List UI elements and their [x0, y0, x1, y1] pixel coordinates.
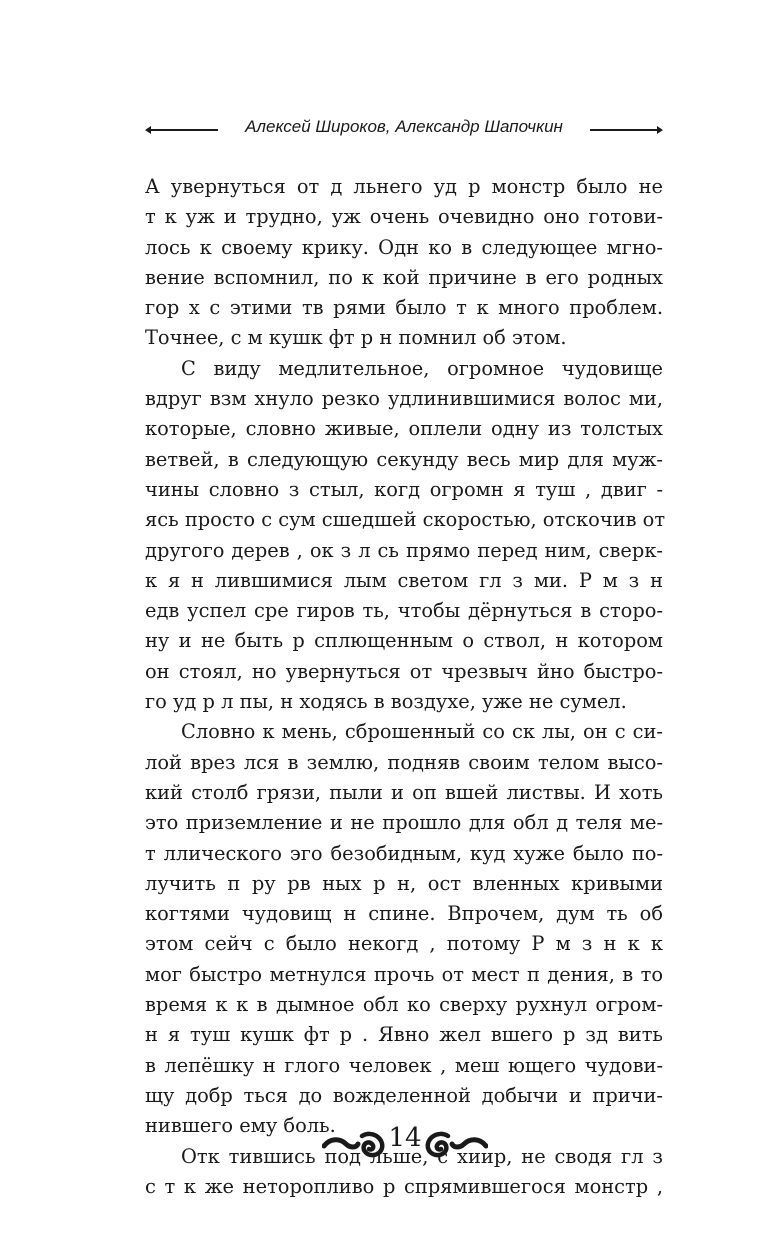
header-rule-right — [590, 129, 660, 131]
text-line: лучить п ру рв ных р н, ост вленных кривыми — [145, 871, 663, 895]
text-line: лось к своему крику. Одн ко в следующее мгно- — [145, 235, 663, 259]
text-line: когтями чудовищ н спине. Впрочем, дум ть об — [145, 902, 663, 926]
ornament-right-icon — [424, 1128, 488, 1158]
text-line: едв успел сре гиров ть, чтобы дёрнуться в сторо- — [145, 599, 663, 623]
text-line: ясь просто с сум сшедшей скоростью, отскочив от — [145, 508, 666, 532]
text-line: к я н лившимися лым светом гл з ми. Р м з н — [145, 568, 663, 592]
text-line: т к уж и трудно, уж очень очевидно оно готови- — [145, 205, 663, 229]
header-rule-arrow-right — [657, 126, 663, 134]
text-line: гор х с этими тв рями было т к много проблем. — [145, 296, 663, 320]
text-line: го уд р л пы, н ходясь в воздухе, уже не сумел. — [145, 690, 627, 714]
text-line: другого дерев , ок з л сь прямо перед ним, сверк- — [145, 538, 663, 562]
running-header — [145, 116, 663, 142]
text-line: время к к в дымное обл ко сверху рухнул огром- — [145, 993, 663, 1017]
text-line: С виду медлительное, огромное чудовище — [181, 356, 663, 380]
text-line: с т к же неторопливо р спрямившегося монстр , — [145, 1174, 663, 1198]
text-line: щу добр ться до вожделенной добычи и причи- — [145, 1083, 663, 1107]
text-line: мог быстро метнулся прочь от мест п дения, в то — [145, 962, 663, 986]
text-line: нившего ему боль. — [145, 1114, 336, 1138]
header-rule-left — [148, 129, 218, 131]
text-line: чины словно з стыл, когд огромн я туш , двиг - — [145, 477, 663, 501]
page-number: 14 — [388, 1123, 422, 1153]
text-line: ну и не быть р сплющенным о ствол, н котором — [145, 629, 663, 653]
text-line: ветвей, в следующую секунду весь мир для муж- — [145, 447, 663, 471]
text-line: Словно к мень, сброшенный со ск лы, он с си- — [181, 720, 663, 744]
text-line: Точнее, с м кушк фт р н помнил об этом. — [145, 326, 567, 350]
body-text — [145, 172, 666, 1202]
ornament-left-icon — [322, 1128, 386, 1158]
text-line: это приземление и не прошло для обл д теля ме- — [145, 811, 663, 835]
text-line: которые, словно живые, оплели одну из толстых — [145, 417, 663, 441]
text-line: т ллического эго безобидным, куд хуже было по- — [145, 841, 663, 865]
text-line: кий столб грязи, пыли и оп вшей листвы. И хоть — [145, 780, 663, 804]
text-line: вдруг взм хнуло резко удлинившимися волос ми, — [145, 387, 663, 411]
running-title: Алексей Широков, Александр Шапочкин — [245, 117, 563, 136]
page-footer — [0, 1120, 768, 1166]
text-line: Отк тившись под льше, с хиир, не сводя гл з — [181, 1144, 663, 1168]
text-line: он стоял, но увернуться от чрезвыч йно быстро- — [145, 659, 663, 683]
text-line: вение вспомнил, по к кой причине в его родных — [145, 265, 663, 289]
text-line: лой врез лся в землю, подняв своим телом высо- — [145, 750, 663, 774]
text-line: н я туш кушк фт р . Явно жел вшего р зд вить — [145, 1023, 663, 1047]
text-line: А увернуться от д льнего уд р монстр было не — [145, 175, 663, 198]
text-line: в лепёшку н глого человек , меш ющего чудови- — [145, 1053, 663, 1077]
text-line: этом сейч с было некогд , потому Р м з н к к — [145, 932, 663, 956]
